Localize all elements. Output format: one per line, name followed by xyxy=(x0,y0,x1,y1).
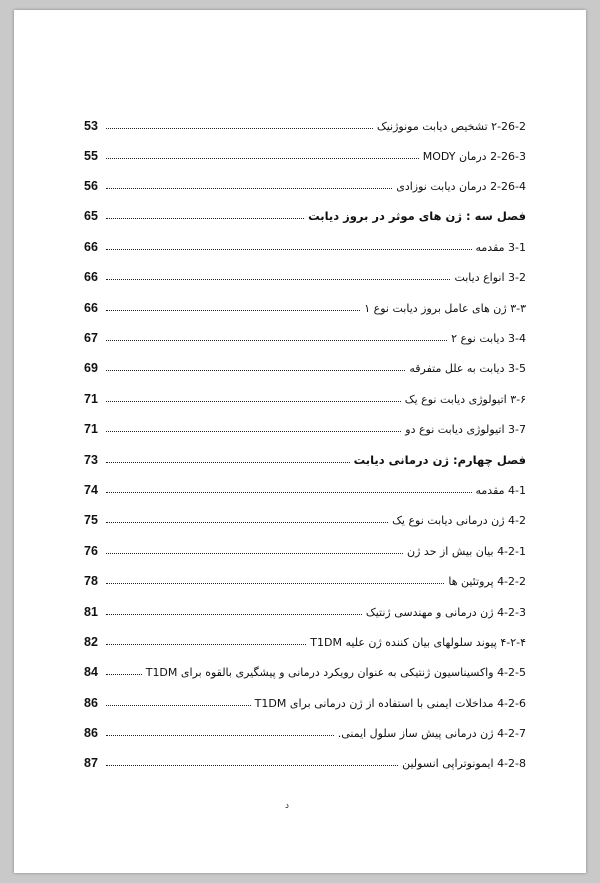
dot-leader xyxy=(106,492,472,493)
toc-entry-title: 4-2-7 ژن درمانی پیش ساز سلول ایمنی. xyxy=(337,727,526,740)
toc-page-number: 87 xyxy=(84,756,98,770)
toc-entry-title: 4-2-8 ایمونوتراپی انسولین xyxy=(402,757,526,770)
toc-page-number: 65 xyxy=(84,209,98,223)
toc-page-number: 75 xyxy=(84,513,98,527)
toc-entry[interactable] xyxy=(84,690,526,710)
toc-entry-title: 4-2-2 پروتئین ها xyxy=(448,575,526,588)
toc-entry-title: 4-1 مقدمه xyxy=(475,484,526,497)
dot-leader xyxy=(106,310,360,311)
toc-entry[interactable] xyxy=(84,416,526,436)
toc-entry[interactable] xyxy=(84,295,526,315)
toc-page-number: 86 xyxy=(84,726,98,740)
toc-page-number: 69 xyxy=(84,361,98,375)
toc-entry-title: 4-2 ژن درمانی دیابت نوع یک xyxy=(392,514,526,527)
dot-leader xyxy=(106,188,392,189)
toc-entry-title: ۴-۲-۴ پیوند سلولهای بیان کننده ژن علیه T1DM xyxy=(310,636,526,649)
toc-entry[interactable] xyxy=(84,538,526,558)
toc-entry[interactable] xyxy=(84,599,526,619)
page-footer-mark: د xyxy=(285,801,290,811)
toc-entry-title: 4-2-5 واکسیناسیون ژنتیکی به عنوان رویکرد درمانی و پیشگیری بالقوه برای T1DM xyxy=(145,666,526,679)
dot-leader xyxy=(106,370,405,371)
document-page xyxy=(14,10,586,873)
toc-chapter[interactable] xyxy=(84,203,526,223)
toc-entry[interactable] xyxy=(84,477,526,497)
dot-leader xyxy=(106,128,373,129)
dot-leader xyxy=(106,340,447,341)
toc-entry-title: 4-2-3 ژن درمانی و مهندسی ژنتیک xyxy=(365,606,526,619)
toc-page-number: 55 xyxy=(84,149,98,163)
toc-entry[interactable] xyxy=(84,325,526,345)
dot-leader xyxy=(106,279,450,280)
toc-page-number: 71 xyxy=(84,422,98,436)
toc-entry-title: 3-7 اتیولوژی دیابت نوع دو xyxy=(405,423,526,436)
toc-page-number: 66 xyxy=(84,301,98,315)
toc-page-number: 84 xyxy=(84,665,98,679)
dot-leader xyxy=(106,583,444,584)
toc-page-number: 66 xyxy=(84,240,98,254)
toc-page-number: 81 xyxy=(84,605,98,619)
dot-leader xyxy=(106,522,388,523)
toc-entry-title: ۳-۳ ژن های عامل بروز دیابت نوع ۱ xyxy=(364,302,526,315)
toc-entry-title: 2-26-3 درمان MODY xyxy=(422,150,526,163)
toc-page-number: 78 xyxy=(84,574,98,588)
dot-leader xyxy=(106,249,472,250)
toc-entry-title: ۳-۶ اتیولوژی دیابت نوع یک xyxy=(404,393,526,406)
toc-entry-title: 3-4 دیابت نوع ۲ xyxy=(451,332,526,345)
toc-entry[interactable] xyxy=(84,720,526,740)
dot-leader xyxy=(106,644,306,645)
dot-leader xyxy=(106,401,401,402)
toc-entry-title: 4-2-6 مداخلات ایمنی با استفاده از ژن درمانی برای T1DM xyxy=(254,697,526,710)
toc-entry[interactable] xyxy=(84,629,526,649)
toc-chapter[interactable] xyxy=(84,447,526,467)
toc-entry[interactable] xyxy=(84,568,526,588)
dot-leader xyxy=(106,218,304,219)
dot-leader xyxy=(106,158,419,159)
dot-leader xyxy=(106,462,350,463)
toc-chapter-title: فصل چهارم: ژن درمانی دیابت xyxy=(353,453,526,467)
dot-leader xyxy=(106,674,142,675)
toc-page-number: 74 xyxy=(84,483,98,497)
toc-entry-title: 2-26-4 درمان دیابت نوزادی xyxy=(396,180,526,193)
toc-entry-title: 3-1 مقدمه xyxy=(475,241,526,254)
toc-entry[interactable] xyxy=(84,507,526,527)
toc-entry[interactable] xyxy=(84,386,526,406)
toc-page-number: 66 xyxy=(84,270,98,284)
toc-entry[interactable] xyxy=(84,143,526,163)
toc-entry[interactable] xyxy=(84,234,526,254)
toc-entry-title: 3-2 انواع دیابت xyxy=(454,271,526,284)
toc-entry[interactable] xyxy=(84,355,526,375)
toc-entry[interactable] xyxy=(84,113,526,133)
dot-leader xyxy=(106,431,401,432)
toc-page-number: 67 xyxy=(84,331,98,345)
toc-entry[interactable] xyxy=(84,264,526,284)
toc-entry[interactable] xyxy=(84,659,526,679)
toc-page-number: 73 xyxy=(84,453,98,467)
table-of-contents xyxy=(14,10,586,873)
toc-entry-title: 3-5 دیابت به علل متفرقه xyxy=(409,362,526,375)
toc-page-number: 53 xyxy=(84,119,98,133)
toc-entry[interactable] xyxy=(84,750,526,770)
toc-page-number: 82 xyxy=(84,635,98,649)
dot-leader xyxy=(106,705,251,706)
toc-entry-title: ۲-26-2 تشخیص دیابت مونوژنیک xyxy=(376,120,526,133)
toc-page-number: 76 xyxy=(84,544,98,558)
dot-leader xyxy=(106,765,398,766)
toc-entry-title: 4-2-1 بیان بیش از حد ژن xyxy=(407,545,526,558)
toc-page-number: 56 xyxy=(84,179,98,193)
dot-leader xyxy=(106,614,362,615)
dot-leader xyxy=(106,735,334,736)
toc-chapter-title: فصل سه : ژن های موثر در بروز دیابت xyxy=(308,209,526,223)
toc-page-number: 71 xyxy=(84,392,98,406)
toc-entry[interactable] xyxy=(84,173,526,193)
toc-page-number: 86 xyxy=(84,696,98,710)
dot-leader xyxy=(106,553,403,554)
